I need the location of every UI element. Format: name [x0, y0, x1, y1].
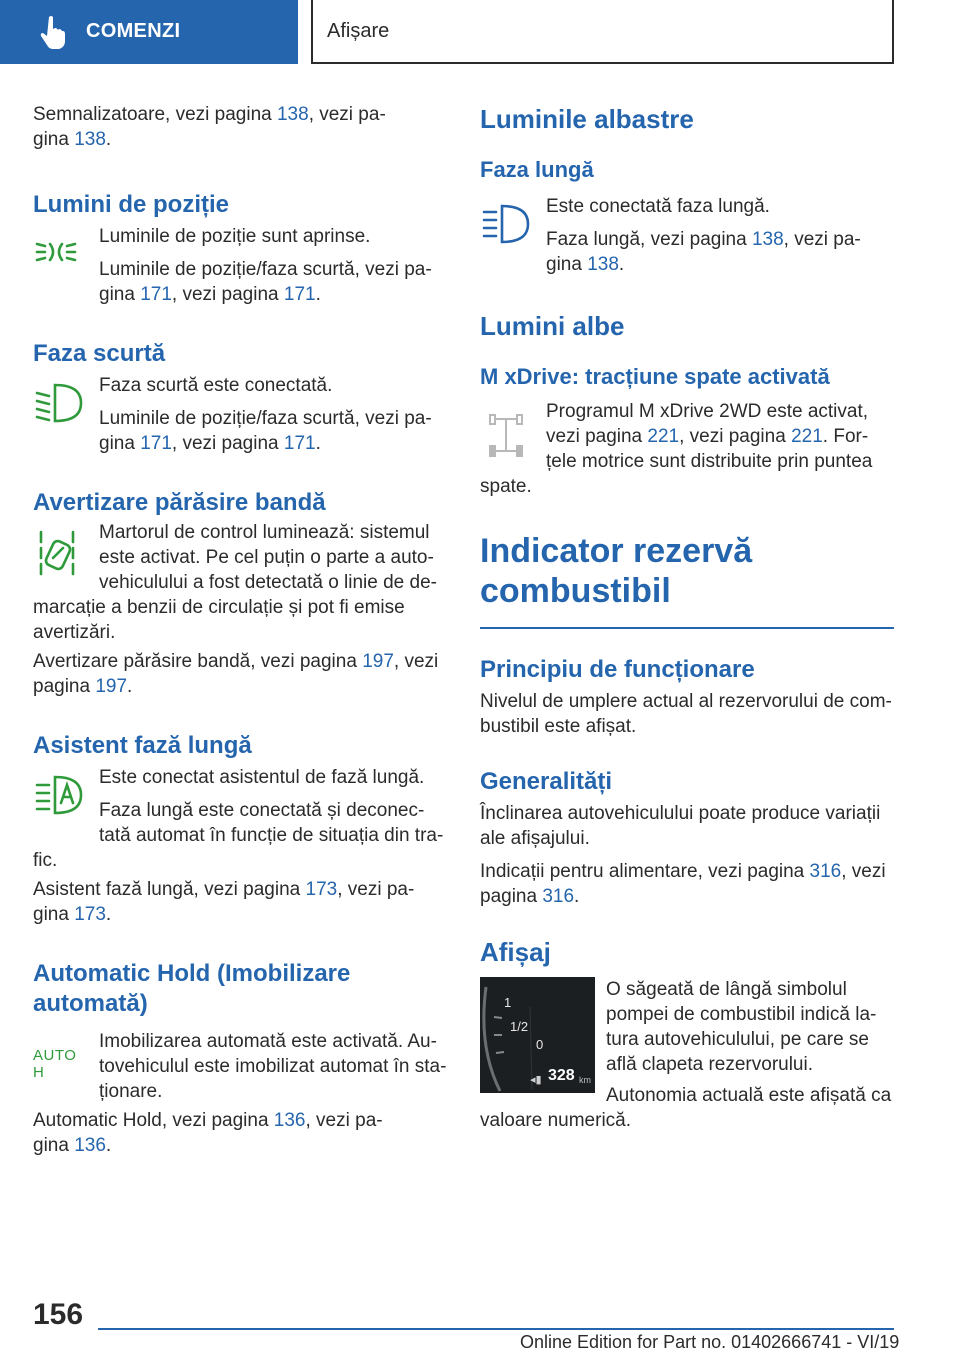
- indicator-entry: Este conectat asistentul de fază lungă. Faza lungă este conectată și deconec- tată automat în funcție de situația din tra- fic. Asistent fază lungă, vezi pagina 173, vezi pa- gina 173.: [33, 767, 444, 925]
- page-number: 156: [33, 1298, 84, 1331]
- indicator-entry: Luminile de poziție sunt aprinse. Luminile de poziție/faza scurtă, vezi pa- gina 171, vezi pagina 171.: [33, 224, 447, 307]
- section-heading: Lumini albe: [480, 311, 625, 341]
- edition-text: Online Edition for Part no. 01402666741 - VI/19: [520, 1332, 900, 1352]
- section-heading: Principiu de funcționare: [480, 656, 755, 683]
- section-heading: Faza scurtă: [33, 340, 166, 367]
- range-unit: km: [579, 1075, 591, 1085]
- gauge-label-full: 1: [504, 995, 512, 1010]
- high-beam-assistant-icon: [33, 771, 87, 819]
- page-link[interactable]: 316: [809, 861, 842, 882]
- lane-departure-icon: [33, 528, 87, 584]
- page-link[interactable]: 138: [751, 229, 784, 250]
- page-link[interactable]: 197: [362, 651, 394, 672]
- fuel-gauge-image: [480, 977, 595, 1093]
- page-link[interactable]: 221: [647, 426, 680, 447]
- intro-text: Semnalizatoare, vezi pagina 138, vezi pa- gina 138.: [33, 104, 386, 150]
- page-link[interactable]: 136: [273, 1110, 306, 1131]
- page-link[interactable]: 221: [791, 426, 823, 447]
- page-link[interactable]: 173: [74, 904, 106, 925]
- chapter-heading: Indicator rezervă combustibil: [480, 532, 753, 610]
- auto-hold-icon: AUTO H: [33, 1047, 77, 1081]
- display-entry: 1 1/2 0 ◂▮ 328 km O săgeată de lângă simbolul pompei de combustibil indică la- tura autovehiculului, pe care se află clapeta rezervorului. Autonomia actuală este afișată ca valoare numerică.: [480, 979, 892, 1131]
- left-column: [33, 100, 447, 1158]
- fuel-pump-icon: ◂▮: [530, 1074, 542, 1086]
- low-beam-icon: [33, 379, 87, 427]
- indicator-entry: AUTO H Imobilizarea automată este activată. Au- tovehiculul este imobilizat automat în sta- ționare. Automatic Hold, vezi pagina 136, vezi pa- gina 136.: [33, 1031, 447, 1156]
- indicator-entry: Programul M xDrive 2WD este activat, vezi pagina 221, vezi pagina 221. For- țele motrice sunt distribuite prin puntea spate.: [480, 401, 873, 497]
- page-link[interactable]: 171: [140, 433, 172, 454]
- subsection-tab[interactable]: [311, 0, 894, 64]
- page-link[interactable]: 171: [283, 284, 316, 305]
- hand-pointer-icon: [38, 14, 68, 50]
- high-beam-icon: [480, 200, 534, 248]
- section-heading: Asistent fază lungă: [33, 732, 252, 759]
- gauge-label-empty: 0: [536, 1037, 544, 1052]
- rear-wheel-drive-icon: [480, 409, 534, 465]
- subsection-tab-label: Afișare: [327, 20, 390, 42]
- section-heading: Avertizare părăsire bandă: [33, 489, 326, 516]
- section-heading: Automatic Hold (Imobilizare automată): [33, 960, 351, 1017]
- page-link[interactable]: 173: [305, 879, 338, 900]
- section-heading: Generalități: [480, 768, 613, 795]
- page-link[interactable]: 138: [74, 129, 106, 150]
- page-link[interactable]: 136: [74, 1135, 106, 1156]
- indicator-entry: Faza scurtă este conectată. Luminile de poziție/faza scurtă, vezi pa- gina 171, vezi pagina 171.: [33, 373, 447, 456]
- page-link[interactable]: 171: [283, 433, 316, 454]
- gauge-label-half: 1/2: [510, 1019, 529, 1034]
- section-heading: Afișaj: [480, 937, 551, 967]
- range-value: 328: [548, 1067, 575, 1084]
- subsection-heading: Faza lungă: [480, 157, 594, 182]
- indicator-entry: Martorul de control luminează: sistemul este activat. Pe cel puțin o parte a auto- vehiculului a fost detectată o linie de de- marcație a benzii de circulație și pot fi emise avertizări. Avertizare părăsire bandă, vezi pagina 197, vezi pagina 197.: [33, 522, 439, 697]
- footer-divider: [98, 1328, 894, 1330]
- page-link[interactable]: 197: [95, 676, 128, 697]
- indicator-entry: Este conectată faza lungă. Faza lungă, vezi pagina 138, vezi pa- gina 138.: [480, 194, 894, 277]
- subsection-heading: M xDrive: tracțiune spate activată: [480, 364, 830, 389]
- section-tab[interactable]: [0, 0, 298, 64]
- page-link[interactable]: 316: [542, 886, 575, 907]
- page-link[interactable]: 138: [276, 104, 309, 125]
- chapter-divider: [480, 627, 894, 629]
- parking-lights-icon: [33, 236, 87, 276]
- section-tab-label: COMENZI: [86, 20, 181, 42]
- section-heading: Luminile albastre: [480, 104, 694, 134]
- page-link[interactable]: 138: [587, 254, 619, 275]
- right-column: Luminile albastre Faza lungă Este conectată faza lungă. Faza lungă, vezi pagina 138, vezi pa- gina 138. Lumini albe M xDrive: tracțiune spate activată Programul M xDrive 2WD este activat, vezi pagina 221, vezi pagina 221. For- țele motrice sunt distribuite prin puntea spate. Indicator rezervă combustibil Principiu de funcționare Nivelul de umplere actual al rezervorului de com- bustibil este afișat. Generalități Înclinarea autovehiculului poate produce variații ale afișajului. Indicații pentru alimentare, vezi pagina 316, vezi pagina 316. Afișaj 1 1/2 0 ◂▮ 328 km O săgeată de lângă simbolul pompei de combustibil indică la- tura autovehiculului, pe care se află clapeta rezervorului. Autonomia actuală este afișată ca valoare numerică.: [480, 100, 894, 1133]
- section-heading: Lumini de poziție: [33, 191, 229, 218]
- page-link[interactable]: 171: [140, 284, 172, 305]
